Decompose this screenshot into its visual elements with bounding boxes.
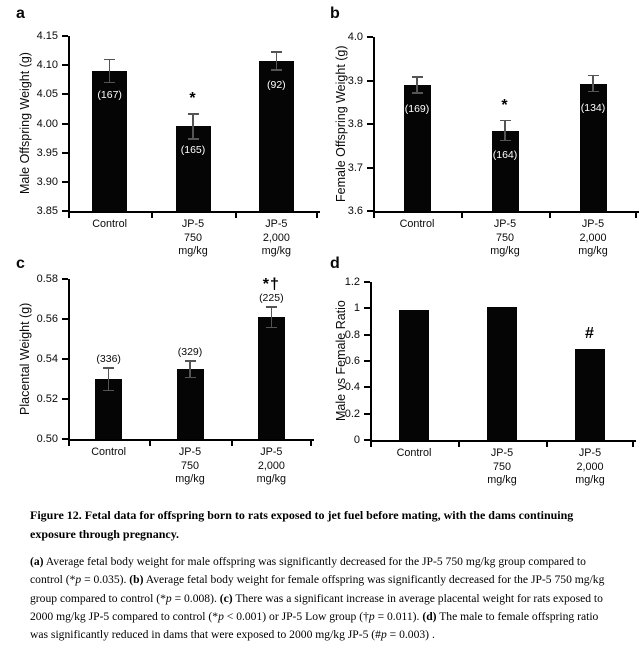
caption-segment: = 0.011). [374,609,423,623]
error-bar-stem [504,121,506,140]
y-tick-mark [364,334,370,336]
x-tick-label-line: 2,000 [579,231,607,244]
y-tick-label: 3.7 [347,161,363,174]
y-tick-mark [367,36,373,38]
y-tick-mark [364,386,370,388]
caption-segment: There was a significant increase in average placental weight for rats exposed to 2000 mg/kg JP-5 compared to control (* [30,591,603,623]
error-bar-cap-top [588,75,599,77]
error-bar-cap-top [412,76,423,78]
error-bar-stem [271,307,273,327]
error-bar-cap-top [185,360,196,362]
error-bar-cap-top [188,113,199,115]
y-tick-label: 0.2 [344,407,360,420]
x-tick-label-line: JP-5 [178,446,202,458]
caption-segment: = 0.008). [171,591,220,605]
y-axis-title: Male vs Female Ratio [334,300,348,422]
x-tick-label-line: mg/kg [178,245,208,257]
count-label: (169) [404,102,430,115]
x-tick-label-line: Control [399,218,435,230]
y-tick-label: 4.15 [36,30,58,42]
x-tick-label-line: JP-5 [581,218,605,230]
significance-marker: # [585,325,595,343]
x-tick-label-line: JP-5 [181,218,205,230]
y-axis-title: Male Offspring Weight (g) [18,52,32,195]
error-bar-cap-top [266,306,277,308]
y-tick-mark [367,123,373,125]
x-tick-label-line: JP-5 [490,447,514,459]
y-tick-mark [367,210,373,212]
count-label: (329) [177,346,203,358]
bar-d-1 [399,310,429,440]
y-tick-mark [62,35,68,37]
x-tick-label [369,447,459,461]
y-tick-mark [62,398,68,400]
caption-segment: (a) [30,555,44,568]
y-tick-mark [364,281,370,283]
error-bar-cap-top [104,59,115,61]
x-tick-label-line: mg/kg [261,245,292,257]
error-bar-cap-bottom [103,390,114,392]
caption-segment: Average fetal body weight for male offspring was significantly decreased for the JP-5 750 mg/kg group compared to control (* [30,555,586,587]
bar-b-2 [492,131,519,211]
x-tick-label-line: 2,000 [576,460,604,473]
error-bar-cap-top [103,367,114,369]
bar-c-3 [258,317,285,439]
x-tick-label-line: 2,000 [262,231,290,244]
y-tick-label: 3.90 [36,175,58,188]
y-tick-mark [62,278,68,280]
y-tick-label: 3.95 [36,146,58,159]
x-tick-label-line: JP-5 [265,218,288,230]
caption-segment: = 0.003) . [386,628,435,642]
y-tick-mark [62,358,68,360]
x-tick-label-line: mg/kg [578,245,608,257]
x-tick-label-line: 750 [495,231,514,244]
significance-marker: * [189,90,197,108]
figure-caption [30,506,618,644]
caption-segment: (c) [219,591,233,605]
y-tick-label: 4.0 [347,31,363,43]
error-bar-cap-bottom [104,82,115,84]
error-bar-stem [192,114,194,139]
y-tick-label: 4.10 [36,59,58,72]
x-tick-label-line: mg/kg [490,245,520,257]
caption-segment: p [218,609,224,623]
count-label: (164) [492,148,518,161]
y-tick-mark [62,123,68,125]
x-tick-label-line: Control [92,218,128,230]
caption-segment: (d) [422,609,437,623]
y-tick-mark [367,80,373,82]
caption-segment: Average fetal body weight for female offspring was significantly decreased for the JP-5 750 mg/kg group compared to control (* [30,573,605,605]
count-label: (167) [97,89,122,101]
y-tick-mark [62,64,68,66]
error-bar-stem [108,368,110,390]
caption-segment: (b) [129,573,144,587]
y-tick-label: 0.56 [36,313,58,325]
caption-segment: p [368,609,375,623]
x-tick-label [64,446,154,460]
y-axis-title: Placental Weight (g) [18,302,32,416]
error-bar-cap-bottom [588,91,599,93]
error-bar-cap-top [271,51,282,53]
y-tick-mark [62,181,68,183]
y-tick-mark [62,93,68,95]
x-tick-label-line: mg/kg [256,473,287,485]
y-tick-label: 0.8 [344,328,360,341]
x-tick-label-line: JP-5 [493,218,517,230]
caption-body [30,553,618,644]
panel-letter-d: d [330,255,340,272]
y-tick-mark [364,307,370,309]
error-bar-cap-bottom [185,377,196,379]
x-tick-label-line: mg/kg [575,474,605,486]
caption-segment: = 0.035). [81,573,130,587]
panel-a [0,0,322,255]
error-bar-cap-top [500,120,511,122]
error-bar-stem [109,60,111,82]
y-tick-mark [364,413,370,415]
x-tick-label-line: JP-5 [260,446,283,458]
error-bar-stem [276,52,278,70]
y-tick-label: 0.50 [36,433,58,445]
error-bar-stem [189,361,191,377]
y-tick-label: 0.6 [344,355,360,367]
y-tick-label: 0 [353,434,360,446]
panel-c [0,250,322,505]
x-tick-label-line: 750 [183,231,202,244]
y-tick-label: 3.6 [347,205,363,217]
y-tick-label: 0.4 [344,381,360,394]
y-tick-label: 4.00 [36,117,58,130]
x-tick-label-line: 750 [180,459,199,472]
y-tick-label: 1 [353,302,360,315]
y-tick-label: 4.05 [36,88,58,101]
x-tick-label-line: Control [91,446,127,458]
y-tick-mark [62,152,68,154]
error-bar-cap-bottom [412,92,423,94]
x-tick-label-line: Control [396,447,432,459]
caption-segment: p [75,573,82,587]
count-label: (92) [266,79,286,92]
bar-d-3 [575,349,605,440]
count-label: (134) [580,101,606,114]
caption-segment: The male to female offspring ratio was significantly reduced in dams that were exposed to 2000 mg/kg JP-5 (# [30,609,599,642]
x-tick-label [65,218,155,232]
y-axis-title: Female Offspring Weight (g) [334,45,348,203]
caption-title: Figure 12. Fetal data for offspring born to rats exposed to jet fuel before mating, with the dams continuing exposure through pregnancy. [30,508,574,541]
x-tick-label-line: 2,000 [257,459,285,472]
y-tick-label: 3.85 [36,205,58,217]
x-tick-label-line: mg/kg [175,473,205,485]
panel-b [322,0,644,255]
y-tick-mark [367,167,373,169]
y-tick-label: 3.9 [347,74,363,87]
x-tick-label-line: 750 [492,460,511,473]
x-tick-label-line: mg/kg [487,474,517,486]
error-bar-cap-bottom [266,327,277,329]
significance-marker: *† [262,276,280,293]
error-bar-cap-bottom [188,138,199,140]
caption-segment: p [165,591,172,605]
y-tick-mark [62,210,68,212]
y-tick-mark [364,439,370,441]
panel-letter-b: b [330,5,340,22]
error-bar-stem [416,77,418,93]
y-tick-label: 3.8 [347,118,363,130]
x-tick-label-line: JP-5 [578,447,602,459]
count-label: (165) [180,144,206,157]
y-tick-mark [364,360,370,362]
bar-c-2 [177,369,204,439]
x-tick-label [145,446,235,487]
significance-marker: * [501,96,509,114]
x-tick-label [226,446,316,487]
y-tick-mark [62,438,68,440]
bar-d-2 [487,307,517,440]
error-bar-stem [592,76,594,92]
x-tick-label [457,447,547,488]
count-label: (225) [259,292,284,304]
error-bar-cap-bottom [271,69,282,71]
y-tick-label: 0.54 [36,353,58,365]
panel-letter-a: a [16,5,25,22]
x-tick-label [545,447,635,488]
panel-d [322,250,644,505]
count-label: (336) [96,353,121,365]
y-tick-mark [62,318,68,320]
y-tick-label: 1.2 [344,276,360,288]
error-bar-cap-bottom [500,140,511,142]
y-tick-label: 0.58 [36,273,58,285]
caption-segment: p [380,628,387,642]
x-tick-label [372,218,462,232]
panel-letter-c: c [16,255,25,272]
caption-segment: < 0.001) or JP-5 Low group († [223,609,369,623]
y-tick-label: 0.52 [36,393,58,405]
